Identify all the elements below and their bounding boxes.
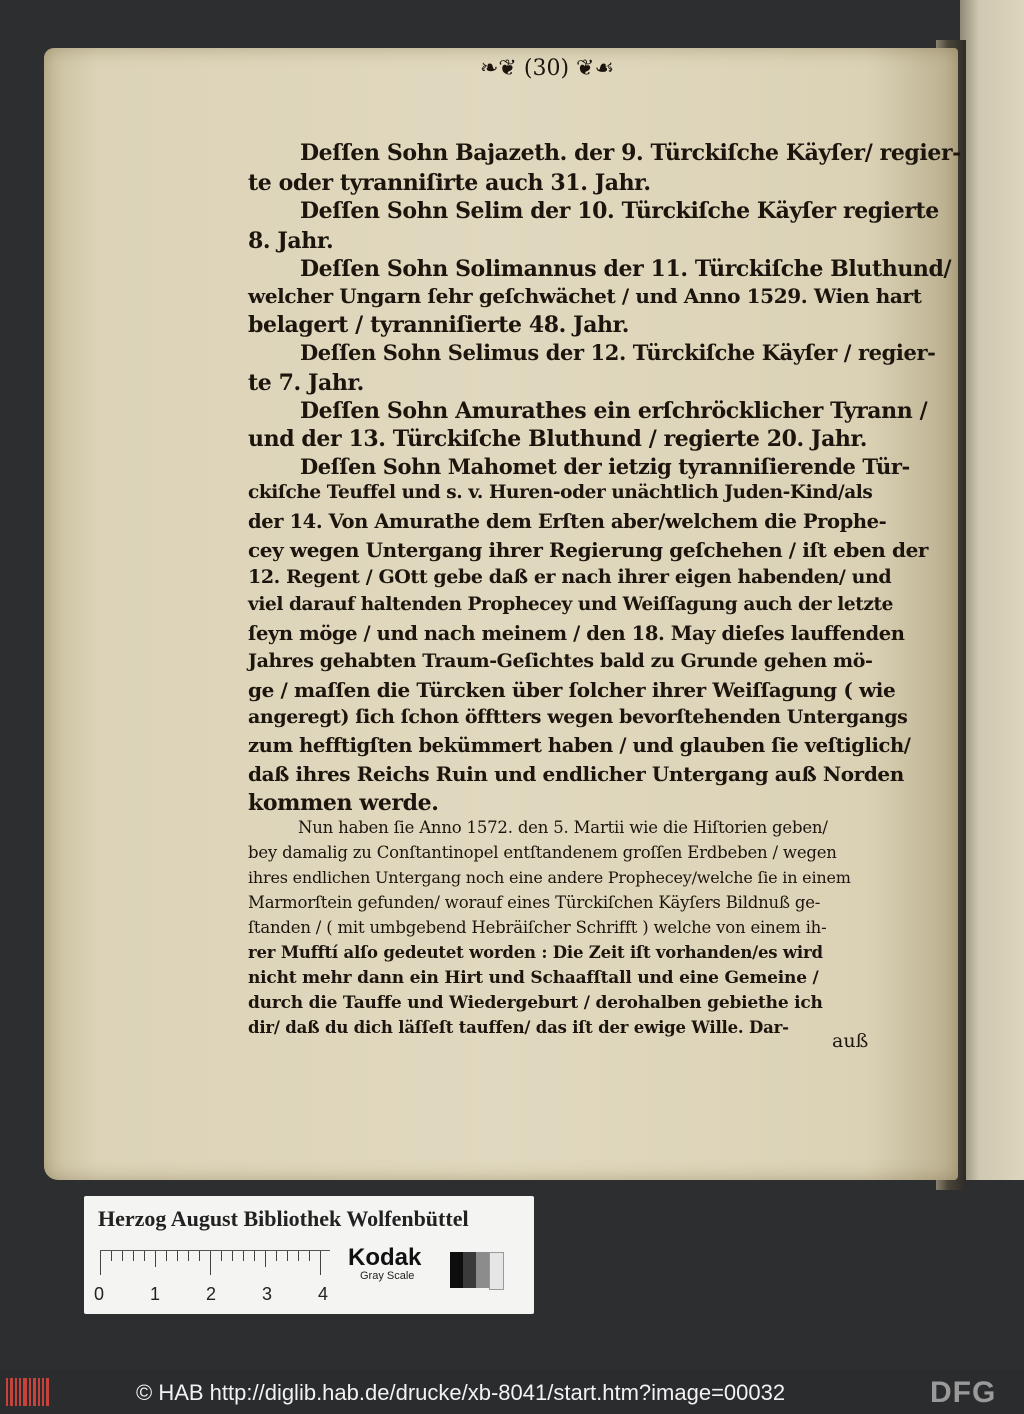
color-reference-card <box>84 1196 534 1314</box>
text-line: Deſſen Sohn Bajazeth. der 9. Türckiſche Käyſer/ regier- <box>300 140 961 166</box>
text-line: durch die Tauffe und Wiedergeburt / derohalben gebiethe ich <box>248 993 823 1013</box>
text-line: ckiſche Teuffel und s. v. Huren-oder unächtlich Juden-Kind/als <box>248 482 873 503</box>
library-name: Herzog August Bibliothek Wolfenbüttel <box>98 1206 469 1231</box>
text-line: Nun haben ſie Anno 1572. den 5. Martii wie die Hiſtorien geben/ <box>298 818 828 837</box>
scale-number: 1 <box>150 1284 161 1304</box>
text-line: 8. Jahr. <box>248 228 334 254</box>
text-line: Deſſen Sohn Solimannus der 11. Türckiſche Bluthund/ <box>300 256 952 282</box>
scale-labels <box>94 1284 354 1308</box>
dfg-logo: DFG <box>930 1376 997 1409</box>
text-line: kommen werde. <box>248 790 439 816</box>
text-line: daß ihres Reichs Ruin und endlicher Untergang auß Norden <box>248 762 904 786</box>
text-line: Deſſen Sohn Selim der 10. Türckiſche Käyſer regierte <box>300 198 939 224</box>
text-line: ge / maſſen die Türcken über ſolcher ihrer Weiſſagung ( wie <box>248 678 896 702</box>
text-line: viel darauf haltenden Prophecey und Weiſſagung auch der letzte <box>248 594 894 615</box>
text-line: cey wegen Untergang ihrer Regierung geſchehen / iſt eben der <box>248 538 929 562</box>
text-line: rer Mufftí alſo gedeutet worden : Die Zeit iſt vorhanden/es wird <box>248 943 823 962</box>
scale-number: 0 <box>94 1284 105 1304</box>
text-line: und der 13. Türckiſche Bluthund / regierte 20. Jahr. <box>248 426 867 452</box>
text-line: nicht mehr dann ein Hirt und Schaafſtall und eine Gemeine / <box>248 968 819 988</box>
text-line: Marmorſtein gefunden/ worauf eines Türckiſchen Käyſers Bildnuß ge- <box>248 893 821 912</box>
text-line: 12. Regent / GOtt gebe daß er nach ihrer eigen habenden/ und <box>248 566 892 588</box>
text-line: angeregt) ſich ſchon öfftters wegen bevorſtehenden Untergangs <box>248 706 908 728</box>
text-line: ſtanden / ( mit umbgebend Hebräiſcher Schrifft ) welche von einem ih- <box>248 918 827 937</box>
ornament-left: ❧❦ <box>480 56 517 81</box>
ruler-scale <box>100 1250 330 1281</box>
ornament-right: ❦☙ <box>576 56 615 81</box>
text-line: dir/ daß du dich läſſeſt tauffen/ das iſt der ewige Wille. Dar- <box>248 1018 789 1037</box>
text-line: welcher Ungarn ſehr geſchwächet / und Anno 1529. Wien hart <box>248 284 922 308</box>
scale-number: 3 <box>262 1284 273 1304</box>
kodak-brand: Kodak <box>348 1244 422 1271</box>
text-line: ſeyn möge / und nach meinem / den 18. May dieſes lauffenden <box>248 622 905 645</box>
catchword: auß <box>832 1030 869 1052</box>
scale-number: 2 <box>206 1284 217 1304</box>
page-number-header <box>480 56 614 81</box>
gray-scale-label: Gray Scale <box>360 1270 415 1282</box>
source-url[interactable]: © HAB http://diglib.hab.de/drucke/xb-8041/start.htm?image=00032 <box>136 1380 786 1405</box>
text-line: zum hefftigſten bekümmert haben / und glauben ſie veſtiglich/ <box>248 734 911 757</box>
barcode-icon <box>6 1378 50 1406</box>
text-line: te 7. Jahr. <box>248 370 364 396</box>
text-line: Jahres gehabten Traum-Geſichtes bald zu Grunde gehen mö- <box>248 650 873 672</box>
page-number: (30) <box>523 56 570 81</box>
gray-scale-patches <box>450 1252 504 1288</box>
text-line: Deſſen Sohn Mahomet der ietzig tyranniſierende Tür- <box>300 454 910 479</box>
facing-page-edge <box>960 0 1024 1180</box>
text-line: Deſſen Sohn Amurathes ein erſchröcklicher Tyrann / <box>300 398 928 424</box>
scale-number: 4 <box>318 1284 329 1304</box>
text-line: der 14. Von Amurathe dem Erſten aber/welchem die Prophe- <box>248 510 887 533</box>
text-line: bey damalig zu Conſtantinopel entſtandenem groſſen Erdbeben / wegen <box>248 843 837 862</box>
text-line: Deſſen Sohn Selimus der 12. Türckiſche Käyſer / regier- <box>300 340 936 365</box>
text-line: belagert / tyranniſierte 48. Jahr. <box>248 312 630 338</box>
footer-bar <box>0 1370 1024 1414</box>
text-line: ihres endlichen Untergang noch eine andere Prophecey/welche ſie in einem <box>248 868 851 887</box>
text-line: te oder tyranniſirte auch 31. Jahr. <box>248 170 651 196</box>
